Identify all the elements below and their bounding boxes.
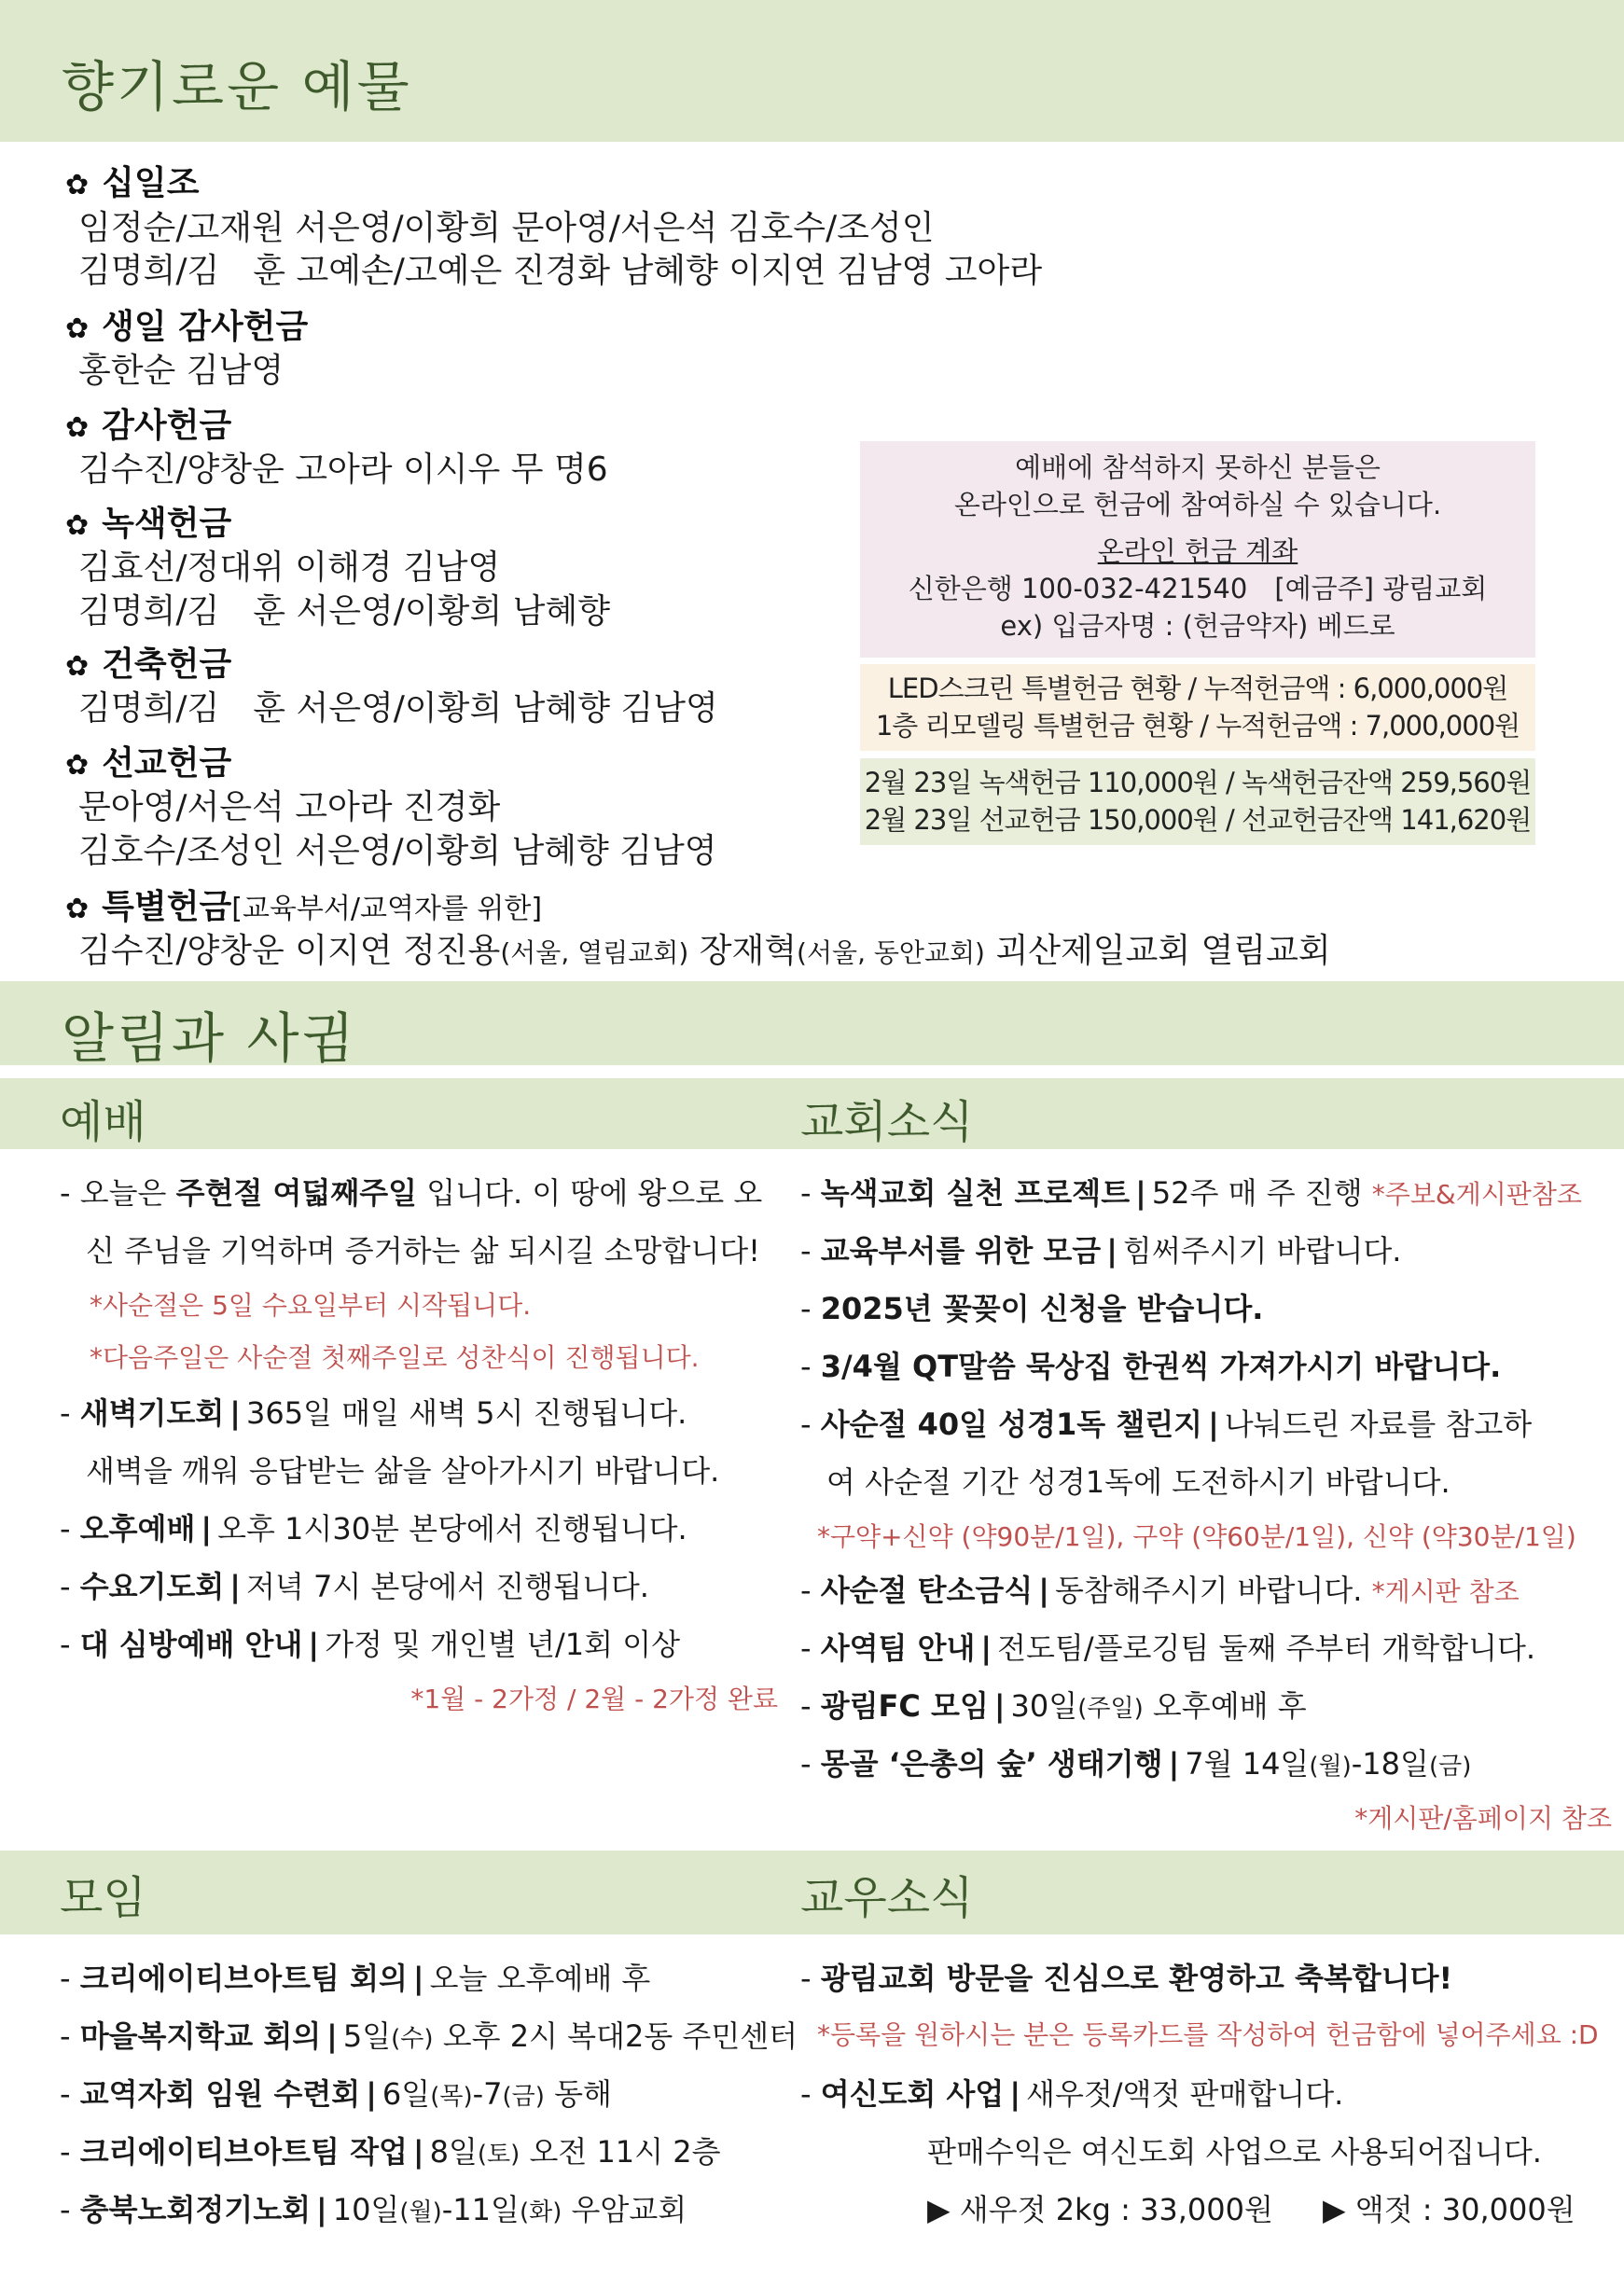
list-item: - 여신도회 사업 | 새우젓/액젓 판매합니다.: [800, 2076, 1344, 2112]
fund-line: LED스크린 특별헌금 현황 / 누적헌금액 : 6,000,000원: [887, 673, 1508, 704]
offering-category-thanks: ✿ 감사헌금: [65, 407, 232, 445]
list-item-continuation: 판매수익은 여신도회 사업으로 사용되어집니다.: [927, 2134, 1542, 2170]
price-shrimp: ▶ 새우젓 2kg : 33,000원: [927, 2192, 1273, 2227]
note: *다음주일은 사순절 첫째주일로 성찬식이 진행됩니다.: [90, 1342, 700, 1373]
flower-icon: ✿: [65, 893, 90, 925]
meetings-title: 모임: [60, 1872, 146, 1924]
offering-names: 김명희/김 훈 서은영/이황희 남혜향: [78, 592, 611, 631]
balance-line: 2월 23일 녹색헌금 110,000원 / 녹색헌금잔액 259,560원: [864, 767, 1532, 798]
offering-category-green: ✿ 녹색헌금: [65, 505, 232, 543]
list-item: - 마을복지학교 회의 | 5일(수) 오후 2시 복대2동 주민센터: [60, 2018, 798, 2054]
list-item: - 몽골 ‘은총의 숲’ 생태기행 | 7월 14일(월)-18일(금): [800, 1746, 1472, 1782]
account-example: ex) 입금자명 : (헌금약자) 베드로: [1000, 610, 1395, 642]
list-item: - 사순절 탄소금식 | 동참해주시기 바랍니다. *게시판 참조: [800, 1573, 1520, 1608]
note: *등록을 원하시는 분은 등록카드를 작성하여 헌금함에 넣어주세요 :D: [817, 2019, 1599, 2050]
list-item: - 사역팀 안내 | 전도팀/플로깅팀 둘째 주부터 개학합니다.: [800, 1630, 1536, 1666]
list-item-continuation: 여 사순절 기간 성경1독에 도전하시기 바랍니다.: [826, 1464, 1450, 1500]
offering-names: 임정순/고재원 서은영/이황희 문아영/서은석 김호수/조성인: [78, 209, 935, 247]
offering-category-mission: ✿ 선교헌금: [65, 744, 232, 783]
list-item: - 충북노회정기노회 | 10일(월)-11일(화) 우암교회: [60, 2192, 687, 2227]
list-item: - 오늘은 주현절 여덟째주일 입니다. 이 땅에 왕으로 오: [60, 1175, 763, 1211]
church-news-title: 교회소식: [800, 1096, 974, 1148]
flower-icon: ✿: [65, 312, 90, 345]
fund-line: 1층 리모델링 특별헌금 현황 / 누적헌금액 : 7,000,000원: [875, 710, 1520, 742]
offering-category-birthday: ✿ 생일 감사헌금: [65, 308, 309, 346]
flower-icon: ✿: [65, 169, 90, 201]
list-item-continuation: 새벽을 깨워 응답받는 삶을 살아가시기 바랍니다.: [86, 1453, 720, 1489]
flower-icon: ✿: [65, 650, 90, 683]
offering-names: 김수진/양창운 고아라 이시우 무 명6: [78, 451, 608, 489]
note: *1월 - 2가정 / 2월 - 2가정 완료: [410, 1684, 778, 1714]
list-item: - 사순절 40일 성경1독 챌린지 | 나눠드린 자료를 참고하: [800, 1407, 1533, 1442]
note: *사순절은 5일 수요일부터 시작됩니다.: [90, 1290, 532, 1321]
list-item: - 교육부서를 위한 모금 | 힘써주시기 바랍니다.: [800, 1233, 1402, 1269]
members-news-title: 교우소식: [800, 1872, 974, 1924]
list-item: - 크리에이티브아트팀 작업 | 8일(토) 오전 11시 2층: [60, 2134, 721, 2170]
special-fund-box: [860, 664, 1535, 751]
offering-names: 김호수/조성인 서은영/이황희 남혜향 김남영: [78, 832, 717, 870]
offering-names: 홍한순 김남영: [78, 352, 285, 390]
offering-names: 김명희/김 훈 서은영/이황희 남혜향 김남영: [78, 689, 718, 728]
notices-title: 알림과 사귐: [62, 1006, 357, 1070]
online-offering-box: [860, 441, 1535, 658]
list-item: - 크리에이티브아트팀 회의 | 오늘 오후예배 후: [60, 1961, 651, 1996]
online-box-line: 온라인으로 헌금에 참여하실 수 있습니다.: [953, 489, 1442, 520]
flower-icon: ✿: [65, 509, 90, 542]
account-number: 신한은행 100-032-421540 [예금주] 광림교회: [908, 573, 1488, 604]
list-item: - 광림FC 모임 | 30일(주일) 오후예배 후: [800, 1688, 1307, 1724]
list-item: - 광림교회 방문을 진심으로 환영하고 축복합니다!: [800, 1961, 1453, 1996]
list-item: - 수요기도회 | 저녁 7시 본당에서 진행됩니다.: [60, 1569, 649, 1604]
offering-names: 김명희/김 훈 고예손/고예은 진경화 남혜향 이지연 김남영 고아라: [78, 252, 1043, 290]
list-item: - 오후예배 | 오후 1시30분 본당에서 진행됩니다.: [60, 1511, 687, 1546]
list-item: - 녹색교회 실천 프로젝트 | 52주 매 주 진행 *주보&게시판참조: [800, 1175, 1582, 1211]
balance-line: 2월 23일 선교헌금 150,000원 / 선교헌금잔액 141,620원: [864, 804, 1532, 836]
offering-category-building: ✿ 건축헌금: [65, 645, 232, 684]
offering-category-special: ✿ 특별헌금[교육부서/교역자를 위한]: [65, 888, 543, 926]
flower-icon: ✿: [65, 411, 90, 444]
offering-names: 김수진/양창운 이지연 정진용(서울, 열림교회) 장재혁(서울, 동안교회) 괴산제일교회 열림교회: [78, 932, 1331, 970]
balance-box: [860, 758, 1535, 845]
list-item: - 교역자회 임원 수련회 | 6일(목)-7(금) 동해: [60, 2076, 612, 2112]
offering-category-tithe: ✿ 십일조: [65, 164, 200, 202]
worship-title: 예배: [60, 1096, 146, 1148]
list-item-continuation: 신 주님을 기억하며 증거하는 삶 되시길 소망합니다!: [86, 1233, 761, 1269]
note: *게시판/홈페이지 참조: [1354, 1803, 1612, 1834]
price-fish-sauce: ▶ 액젓 : 30,000원: [1323, 2192, 1575, 2227]
flower-icon: ✿: [65, 749, 90, 782]
offerings-title: 향기로운 예물: [62, 55, 412, 118]
account-title: 온라인 헌금 계좌: [1097, 535, 1298, 567]
note: *구약+신약 (약90분/1일), 구약 (약60분/1일), 신약 (약30분/1일): [817, 1521, 1576, 1552]
list-item: - 대 심방예배 안내 | 가정 및 개인별 년/1회 이상: [60, 1627, 681, 1662]
list-item: - 3/4월 QT말씀 묵상집 한권씩 가져가시기 바랍니다.: [800, 1349, 1502, 1384]
online-box-line: 예배에 참석하지 못하신 분들은: [1015, 451, 1381, 483]
list-item: - 새벽기도회 | 365일 매일 새벽 5시 진행됩니다.: [60, 1395, 687, 1431]
offering-names: 김효선/정대위 이해경 김남영: [78, 548, 501, 587]
list-item: - 2025년 꽃꽂이 신청을 받습니다.: [800, 1291, 1264, 1326]
offering-names: 문아영/서은석 고아라 진경화: [78, 788, 501, 826]
